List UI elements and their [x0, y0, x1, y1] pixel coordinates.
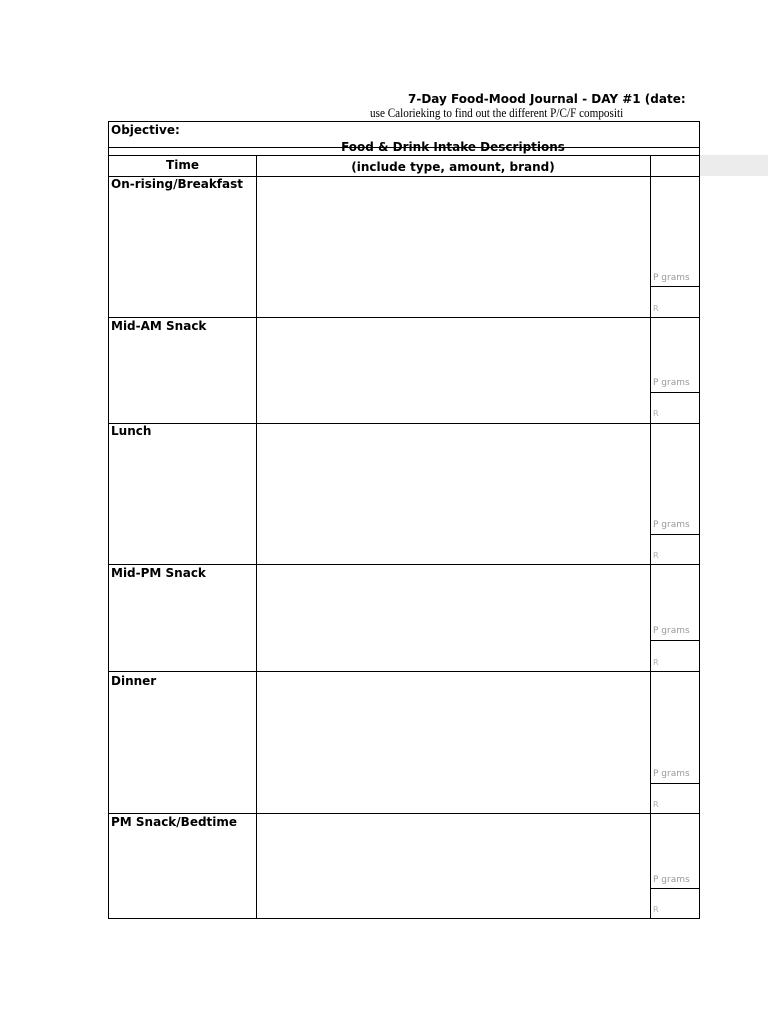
journal-subtitle: use Calorieking to find out the different P/C/F compositi [370, 105, 624, 120]
meal-label-breakfast: On-rising/Breakfast [111, 177, 244, 191]
breakfast-macro-divider [650, 286, 700, 287]
table-bottom-border [108, 918, 700, 919]
food-desc-header-cut-text: Food & Drink Intake Descriptions [341, 140, 565, 154]
dinner-macro-divider [650, 783, 700, 784]
lunch-protein-grams-label: P grams [653, 520, 690, 530]
objective-label: Objective: [111, 123, 180, 137]
mid-pm-r-label: R [653, 658, 659, 667]
lunch-macro-divider [650, 534, 700, 535]
journal-title: 7-Day Food-Mood Journal - DAY #1 (date: [408, 92, 686, 106]
pm-snack-protein-grams-label: P grams [653, 875, 690, 885]
dinner-protein-grams-label: P grams [653, 769, 690, 779]
dinner-description-cell[interactable] [257, 672, 650, 813]
table-right-border [699, 121, 700, 919]
table-top-border [108, 121, 700, 122]
header-gray-strip [699, 155, 768, 176]
desc-macro-divider [650, 155, 651, 919]
breakfast-description-cell[interactable] [257, 177, 650, 316]
mid-am-macro-divider [650, 392, 700, 393]
mid-am-r-label: R [653, 409, 659, 418]
meal-label-pm-snack-bedtime: PM Snack/Bedtime [111, 815, 238, 829]
lunch-r-label: R [653, 551, 659, 560]
mid-am-snack-description-cell[interactable] [257, 318, 650, 423]
lunch-description-cell[interactable] [257, 424, 650, 564]
time-column-header: Time [166, 158, 199, 172]
table-left-border [108, 121, 109, 919]
mid-am-protein-grams-label: P grams [653, 378, 690, 388]
mid-pm-protein-grams-label: P grams [653, 626, 690, 636]
food-desc-header-cut [256, 140, 650, 156]
pm-snack-description-cell[interactable] [257, 814, 650, 918]
mid-pm-snack-description-cell[interactable] [257, 565, 650, 671]
pm-snack-r-label: R [653, 905, 659, 914]
breakfast-r-label: R [653, 304, 659, 313]
dinner-r-label: R [653, 800, 659, 809]
food-desc-column-header: (include type, amount, brand) [351, 160, 555, 174]
meal-label-dinner: Dinner [111, 674, 157, 688]
mid-pm-macro-divider [650, 640, 700, 641]
meal-label-mid-am-snack: Mid-AM Snack [111, 319, 207, 333]
meal-label-lunch: Lunch [111, 424, 152, 438]
pm-snack-macro-divider [650, 888, 700, 889]
breakfast-protein-grams-label: P grams [653, 273, 690, 283]
meal-label-mid-pm-snack: Mid-PM Snack [111, 566, 206, 580]
